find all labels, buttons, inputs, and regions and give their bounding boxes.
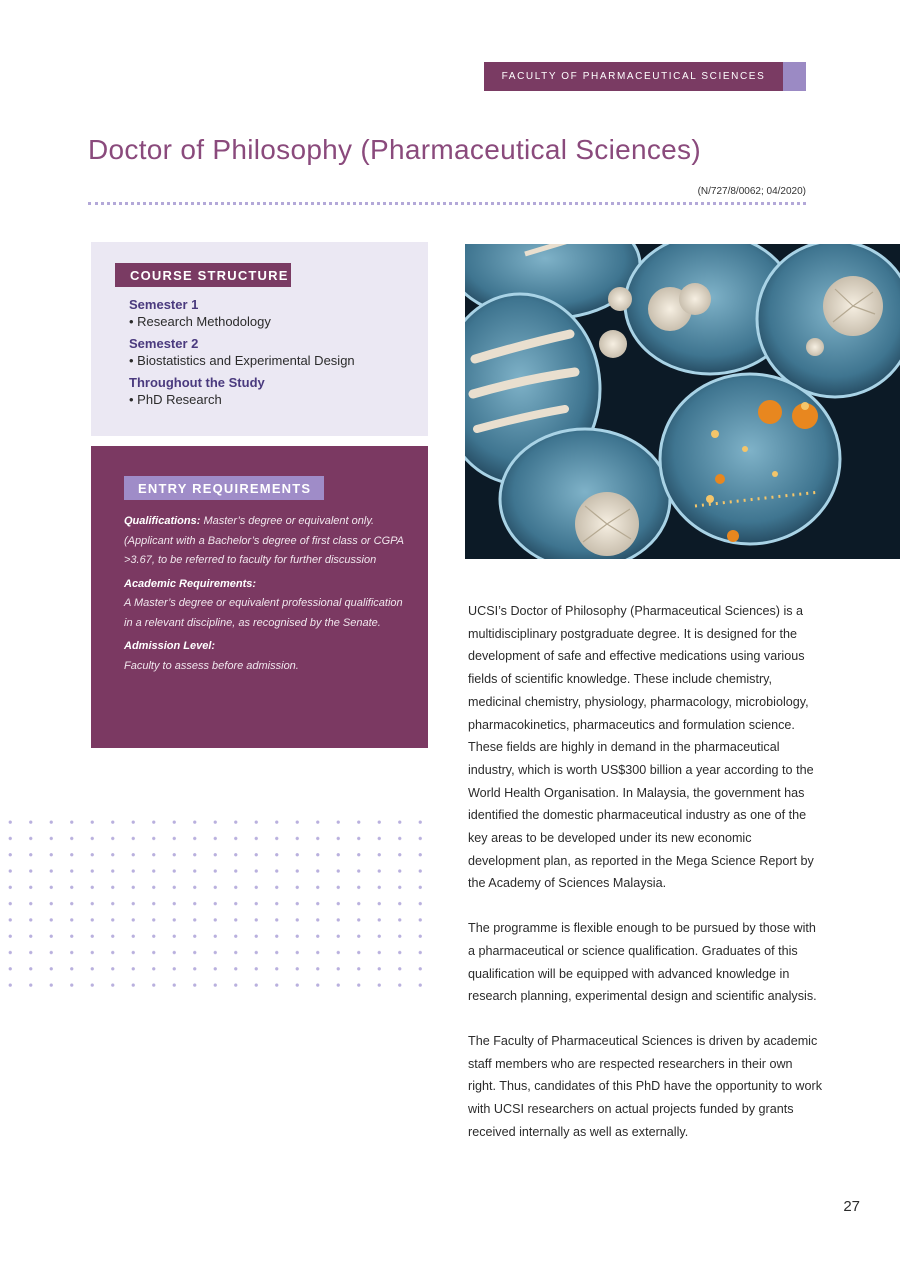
course-structure-heading: COURSE STRUCTURE xyxy=(115,263,291,287)
description-paragraph-2: The programme is flexible enough to be pursued by those with a pharmaceutical or science qualification. Graduates of this qualification will be equipped with advanced knowledge in research planning, experimental design and scientific analysis. xyxy=(468,921,817,1004)
semester-2-item: • Biostatistics and Experimental Design xyxy=(129,353,355,368)
qualifications-label: Qualifications: xyxy=(124,515,201,527)
page-title: Doctor of Philosophy (Pharmaceutical Sciences) xyxy=(88,134,701,165)
academic-requirements-text: A Master’s degree or equivalent professional qualification in a relevant discipline, as recognised by the Senate. xyxy=(124,597,403,629)
semester-1-group xyxy=(129,297,419,330)
throughout-study-item: • PhD Research xyxy=(129,392,222,407)
semester-1-title: Semester 1 xyxy=(129,297,199,312)
course-structure-list xyxy=(129,297,419,414)
semester-1-item: • Research Methodology xyxy=(129,314,271,329)
entry-requirements-box xyxy=(91,446,428,748)
banner-accent-block xyxy=(783,62,806,91)
description-paragraph-1: UCSI’s Doctor of Philosophy (Pharmaceutical Sciences) is a multidisciplinary postgraduate degree. It is designed for the development of safe and effective medications using various fields of scientific knowledge. These include chemistry, medicinal chemistry, physiology, pharmacology, microbiology, pharmacokinetics, pharmaceutics and formulation science. These fields are highly in demand in the pharmaceutical industry, which is worth US$300 billion a year according to the World Health Organisation. In Malaysia, the government has identified the domestic pharmaceutical industry as one of the key areas to be developed under its new economic development plan, as reported in the Mega Science Report by the Academy of Sciences Malaysia. xyxy=(468,604,814,891)
admission-level-paragraph xyxy=(124,637,414,676)
academic-requirements-label: Academic Requirements: xyxy=(124,577,257,590)
description-paragraph-3: The Faculty of Pharmaceutical Sciences is driven by academic staff members who are respected researchers in their own right. Thus, candidates of this PhD have the opportunity to work with UCSI researchers on actual projects funded by grants received internally as well as externally. xyxy=(468,1033,822,1139)
page-number: 27 xyxy=(843,1198,860,1215)
petri-dish-photo xyxy=(465,244,900,559)
entry-requirements-heading: ENTRY REQUIREMENTS xyxy=(124,476,324,500)
programme-description xyxy=(468,600,823,1165)
entry-requirements-content xyxy=(124,512,414,680)
academic-requirements-paragraph xyxy=(124,575,414,634)
admission-level-text: Faculty to assess before admission. xyxy=(124,659,299,672)
faculty-banner: FACULTY OF PHARMACEUTICAL SCIENCES xyxy=(484,62,783,91)
decorative-dot-grid xyxy=(0,814,432,992)
course-structure-box xyxy=(91,242,428,436)
throughout-study-group xyxy=(129,375,419,408)
programme-code: (N/727/8/0062; 04/2020) xyxy=(697,186,806,197)
semester-2-group xyxy=(129,336,419,369)
throughout-study-title: Throughout the Study xyxy=(129,375,265,390)
dotted-divider xyxy=(88,202,806,205)
semester-2-title: Semester 2 xyxy=(129,336,199,351)
qualifications-text: Master’s degree or equivalent only. (Applicant with a Bachelor’s degree of first class or CGPA >3.67, to be referred to faculty for further discussion xyxy=(124,515,404,566)
qualifications-paragraph xyxy=(124,512,414,571)
admission-level-label: Admission Level: xyxy=(124,640,216,652)
